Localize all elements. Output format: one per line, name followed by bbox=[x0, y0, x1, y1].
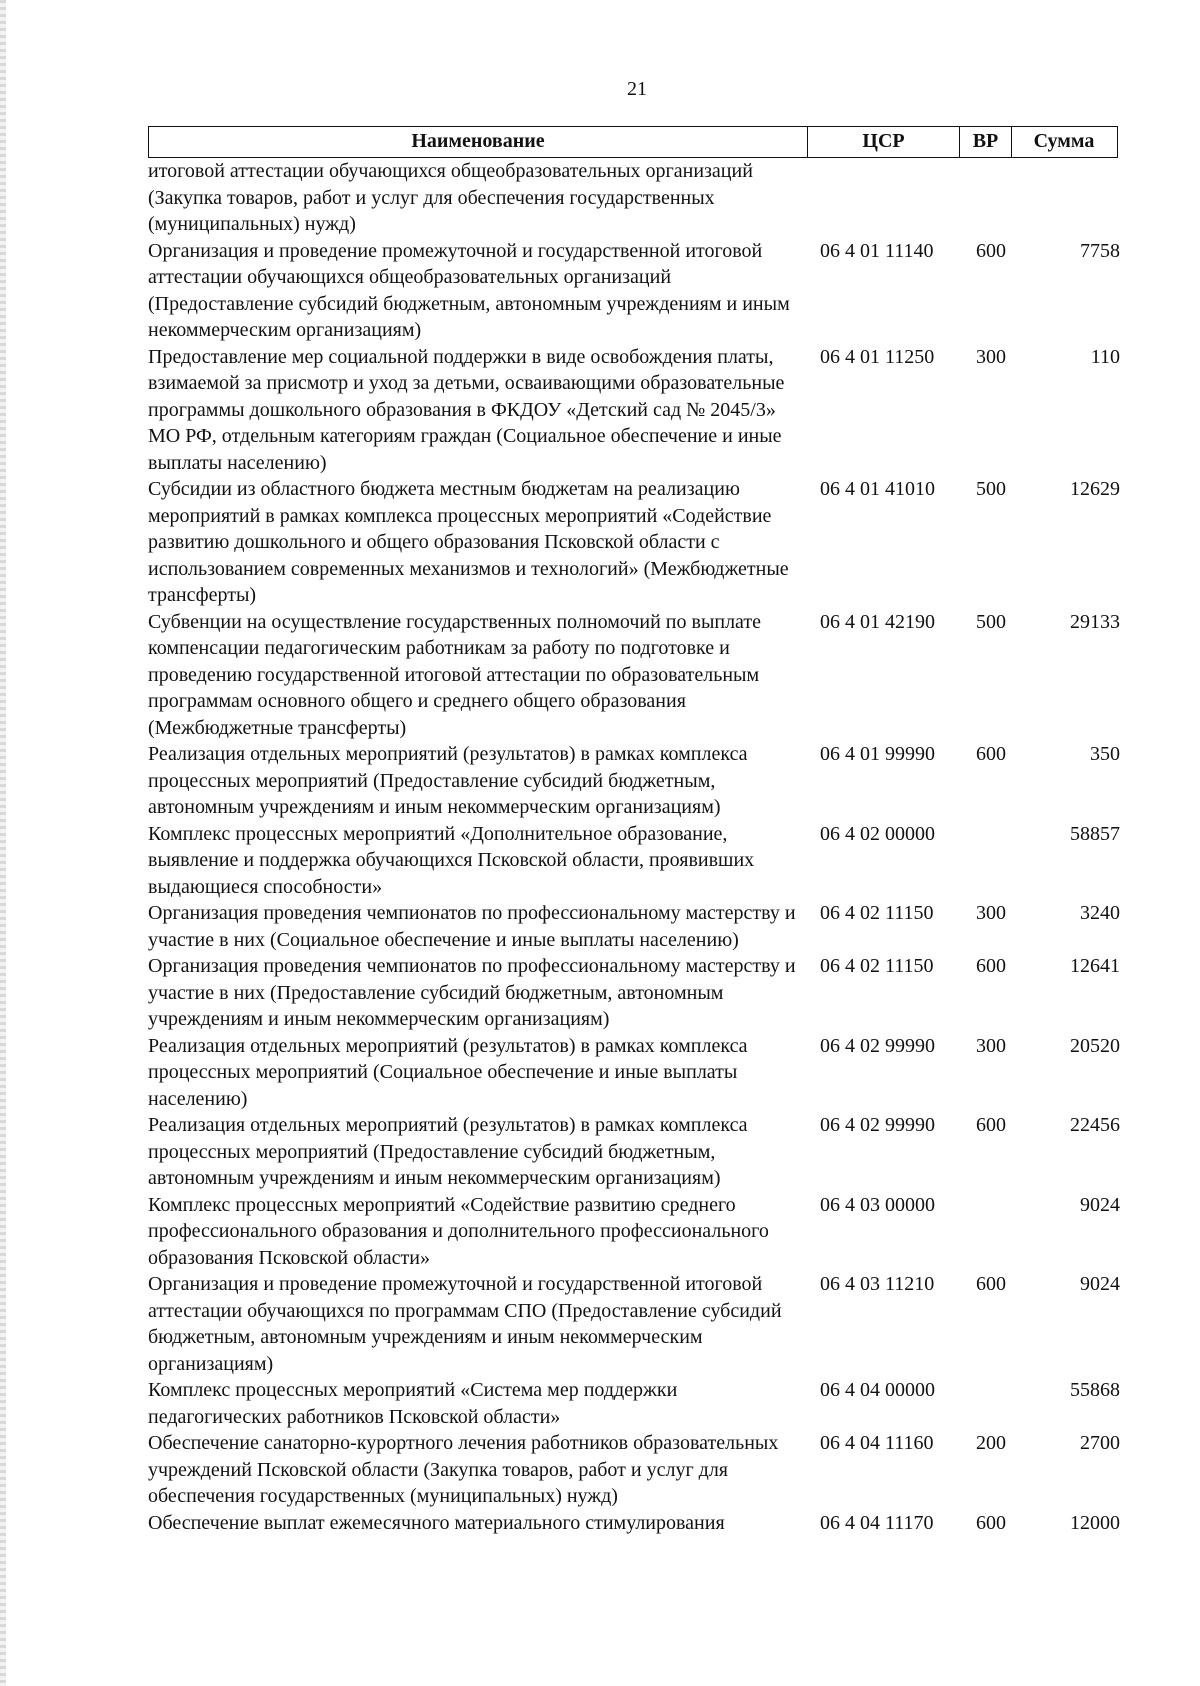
row-name: Реализация отдельных мероприятий (результатов) в рамках комплекса процессных мероприятий (Социальное обеспечение и иные выплаты населению) bbox=[148, 1034, 748, 1110]
row-csr: 06 4 01 11250 bbox=[820, 345, 935, 368]
row-vr: 300 bbox=[976, 345, 1006, 368]
row-vr: 300 bbox=[976, 902, 1006, 924]
table-row bbox=[148, 1377, 1128, 1430]
row-vr: 500 bbox=[976, 610, 1006, 633]
table-row bbox=[148, 900, 1128, 953]
table-row bbox=[148, 1033, 1128, 1113]
row-csr: 06 4 04 00000 bbox=[820, 1379, 935, 1401]
row-sum: 7758 bbox=[1080, 239, 1120, 262]
row-vr: 600 bbox=[976, 743, 1006, 765]
row-csr: 06 4 02 00000 bbox=[820, 822, 935, 845]
row-name: Реализация отдельных мероприятий (результатов) в рамках комплекса процессных мероприятий (Предоставление субсидий бюджетным, автономным учреждениям и иным некоммерческим организациям) bbox=[148, 743, 748, 818]
row-name: Предоставление мер социальной поддержки в виде освобождения платы, взимаемой за присмотр и уход за детьми, осваивающими образовательные программы дошкольного образования в ФКДОУ «Детский сад № 2045/3» МО РФ, отдельным категориям граждан (Социальное обеспечение и иные выплаты населению) bbox=[148, 345, 785, 474]
header-vr: ВР bbox=[960, 127, 1012, 157]
table-row bbox=[148, 1112, 1128, 1192]
table-row bbox=[148, 741, 1128, 821]
table-row bbox=[148, 609, 1128, 742]
row-name: Организация и проведение промежуточной и государственной итоговой аттестации обучающихся по программам СПО (Предоставление субсидий бюджетным, автономным учреждениям и иным некоммерческим организациям) bbox=[148, 1273, 782, 1375]
row-vr: 600 bbox=[976, 239, 1006, 262]
table-header bbox=[148, 126, 1118, 158]
row-sum: 12000 bbox=[1070, 1511, 1120, 1534]
row-vr: 600 bbox=[976, 1114, 1006, 1136]
row-csr: 06 4 03 00000 bbox=[820, 1193, 935, 1216]
row-vr: 600 bbox=[976, 955, 1006, 977]
row-name: Организация и проведение промежуточной и государственной итоговой аттестации обучающихся общеобразовательных организаций (Предоставление субсидий бюджетным, автономным учреждениям и иным некоммерческим организациям) bbox=[148, 239, 790, 341]
table-row bbox=[148, 158, 1128, 238]
row-csr: 06 4 01 41010 bbox=[820, 478, 935, 500]
table-row bbox=[148, 1271, 1128, 1377]
row-sum: 20520 bbox=[1070, 1034, 1120, 1057]
row-sum: 9024 bbox=[1080, 1273, 1120, 1295]
header-sum: Сумма bbox=[1033, 130, 1095, 152]
row-csr: 06 4 04 11160 bbox=[820, 1432, 934, 1454]
row-sum: 58857 bbox=[1070, 822, 1120, 845]
row-sum: 55868 bbox=[1070, 1379, 1120, 1401]
row-name: Организация проведения чемпионатов по профессиональному мастерству и участие в них (Социальное обеспечение и иные выплаты населению) bbox=[148, 902, 796, 951]
row-csr: 06 4 01 99990 bbox=[820, 743, 935, 765]
row-name: Комплекс процессных мероприятий «Содействие развитию среднего профессионального образования и дополнительного профессионального образования Псковской области» bbox=[148, 1193, 769, 1269]
row-name: Реализация отдельных мероприятий (результатов) в рамках комплекса процессных мероприятий (Предоставление субсидий бюджетным, автономным учреждениям и иным некоммерческим организациям) bbox=[148, 1114, 748, 1189]
row-csr: 06 4 04 11170 bbox=[820, 1511, 934, 1534]
row-csr: 06 4 02 99990 bbox=[820, 1034, 935, 1057]
row-name: Обеспечение выплат ежемесячного материального стимулирования bbox=[148, 1511, 725, 1534]
row-name: Комплекс процессных мероприятий «Дополнительное образование, выявление и поддержка обучающихся Псковской области, проявивших выдающиеся способности» bbox=[148, 822, 755, 898]
header-csr: ЦСР bbox=[808, 127, 960, 157]
row-sum: 350 bbox=[1090, 743, 1120, 765]
row-name: итоговой аттестации обучающихся общеобразовательных организаций (Закупка товаров, работ и услуг для обеспечения государственных (муниципальных) нужд) bbox=[148, 160, 753, 235]
table-row bbox=[148, 821, 1128, 901]
row-name: Субсидии из областного бюджета местным бюджетам на реализацию мероприятий в рамках комплекса процессных мероприятий «Содействие развитию дошкольного и общего образования Псковской области с использованием современных механизмов и технологий» (Межбюджетные трансферты) bbox=[148, 478, 789, 606]
row-vr: 200 bbox=[976, 1432, 1006, 1454]
scan-edge bbox=[0, 0, 6, 1686]
row-vr: 300 bbox=[976, 1034, 1006, 1057]
row-vr: 600 bbox=[976, 1273, 1006, 1295]
row-csr: 06 4 03 11210 bbox=[820, 1273, 935, 1295]
page-number: 21 bbox=[627, 78, 647, 100]
row-csr: 06 4 01 42190 bbox=[820, 610, 935, 633]
header-name: Наименование bbox=[149, 127, 808, 157]
table-row bbox=[148, 476, 1128, 609]
row-csr: 06 4 02 11150 bbox=[820, 955, 934, 977]
row-name: Комплекс процессных мероприятий «Система мер поддержки педагогических работников Псковской области» bbox=[148, 1379, 678, 1428]
table-row bbox=[148, 1192, 1128, 1272]
table-row bbox=[148, 344, 1128, 477]
row-sum: 12641 bbox=[1070, 955, 1120, 977]
row-csr: 06 4 02 11150 bbox=[820, 902, 934, 924]
row-name: Обеспечение санаторно-курортного лечения работников образовательных учреждений Псковской области (Закупка товаров, работ и услуг для обеспечения государственных (муниципальных) нужд) bbox=[148, 1432, 779, 1507]
table-row bbox=[148, 1510, 1128, 1537]
row-vr: 500 bbox=[976, 478, 1006, 500]
table-row bbox=[148, 1430, 1128, 1510]
row-sum: 22456 bbox=[1070, 1114, 1120, 1136]
row-csr: 06 4 02 99990 bbox=[820, 1114, 935, 1136]
table-row bbox=[148, 238, 1128, 344]
row-sum: 110 bbox=[1090, 345, 1120, 368]
table-row bbox=[148, 953, 1128, 1033]
row-name: Субвенции на осуществление государственных полномочий по выплате компенсации педагогическим работникам за работу по подготовке и проведению государственной итоговой аттестации по образовательным программам основного общего и среднего общего образования (Межбюджетные трансферты) bbox=[148, 610, 762, 739]
row-sum: 2700 bbox=[1080, 1432, 1120, 1454]
row-vr: 600 bbox=[976, 1511, 1006, 1534]
row-name: Организация проведения чемпионатов по профессиональному мастерству и участие в них (Предоставление субсидий бюджетным, автономным учреждениям и иным некоммерческим организациям) bbox=[148, 955, 796, 1030]
row-sum: 3240 bbox=[1080, 902, 1120, 924]
row-csr: 06 4 01 11140 bbox=[820, 239, 934, 262]
row-sum: 29133 bbox=[1070, 610, 1120, 633]
row-sum: 9024 bbox=[1080, 1193, 1120, 1216]
table-body bbox=[148, 158, 1128, 1536]
row-sum: 12629 bbox=[1070, 478, 1120, 500]
